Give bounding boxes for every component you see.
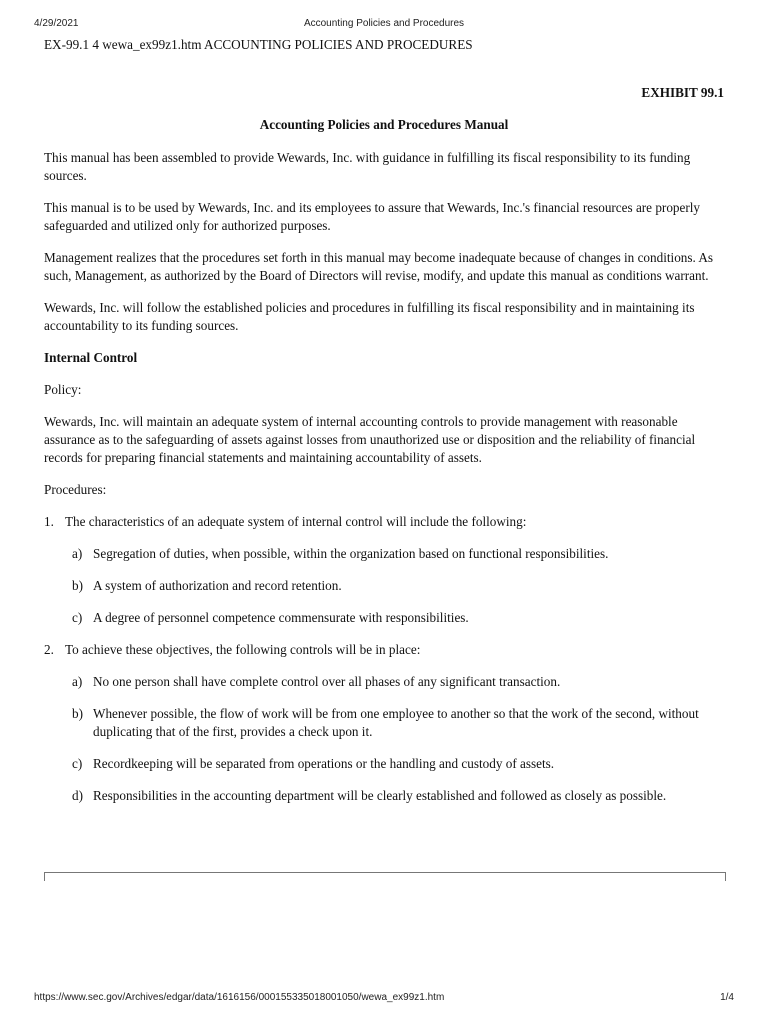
subitem-marker: b): [72, 706, 83, 721]
document-body: [44, 149, 726, 819]
print-header: [0, 16, 768, 32]
print-url: https://www.sec.gov/Archives/edgar/data/1616156/000155335018001050/wewa_ex99z1.htm: [34, 992, 445, 1003]
procedure-subitem: [44, 755, 726, 773]
procedure-subitem: [44, 705, 726, 741]
procedure-subitem: [44, 673, 726, 691]
subitem-text: Segregation of duties, when possible, within the organization based on functional responsibilities.: [93, 546, 609, 561]
intro-paragraph: Wewards, Inc. will follow the established policies and procedures in fulfilling its fiscal responsibility and in maintaining its accountability to its funding sources.: [44, 300, 695, 333]
subitem-marker: d): [72, 788, 83, 803]
procedure-item-text: To achieve these objectives, the following controls will be in place:: [65, 642, 421, 657]
print-title: Accounting Policies and Procedures: [303, 18, 465, 29]
subitem-marker: b): [72, 578, 83, 593]
page-number: 1/4: [720, 992, 734, 1003]
policy-label: Policy:: [44, 382, 82, 397]
section-heading-internal-control: Internal Control: [44, 350, 138, 365]
procedure-subitem: [44, 577, 726, 595]
intro-paragraph: This manual is to be used by Wewards, Inc. and its employees to assure that Wewards, Inc.'s financial resources are properly safeguarded and utilized only for authorized purposes.: [44, 200, 701, 233]
subitem-text: Responsibilities in the accounting department will be clearly established and followed as closely as possible.: [93, 788, 667, 803]
procedures-label: Procedures:: [44, 482, 107, 497]
subitem-marker: a): [72, 546, 83, 561]
policy-text: Wewards, Inc. will maintain an adequate system of internal accounting controls to provide management with reasonable assurance as to the safeguarding of assets against losses from unauthorized use or disposition and the reliability of financial records for preparing financial statements and maintaining accountability of assets.: [44, 414, 696, 465]
subitem-marker: c): [72, 756, 83, 771]
procedure-item-marker: 1.: [44, 514, 54, 529]
subitem-marker: c): [72, 610, 83, 625]
procedure-subitem: [44, 545, 726, 563]
intro-paragraph: Management realizes that the procedures set forth in this manual may become inadequate because of changes in conditions. As such, Management, as authorized by the Board of Directors will revise, modify, and update this manual as conditions warrant.: [44, 250, 714, 283]
subitem-text: Recordkeeping will be separated from operations or the handling and custody of assets.: [93, 756, 555, 771]
procedure-item: [44, 513, 726, 531]
page-break-rule: [44, 872, 726, 881]
exhibit-label: EXHIBIT 99.1: [641, 85, 724, 100]
subitem-text: A degree of personnel competence commensurate with responsibilities.: [93, 610, 469, 625]
subitem-text: No one person shall have complete control over all phases of any significant transaction.: [93, 674, 561, 689]
procedure-item-marker: 2.: [44, 642, 54, 657]
manual-title: Accounting Policies and Procedures Manual: [259, 117, 509, 132]
procedure-item-text: The characteristics of an adequate system of internal control will include the following:: [65, 514, 527, 529]
procedure-subitem: [44, 787, 726, 805]
subitem-text: A system of authorization and record retention.: [93, 578, 342, 593]
procedure-item: [44, 641, 726, 659]
document-filename-line: EX-99.1 4 wewa_ex99z1.htm ACCOUNTING POLICIES AND PROCEDURES: [44, 37, 473, 52]
intro-paragraph: This manual has been assembled to provide Wewards, Inc. with guidance in fulfilling its fiscal responsibility to its funding sources.: [44, 150, 691, 183]
procedure-subitem: [44, 609, 726, 627]
print-date: 4/29/2021: [34, 18, 79, 29]
subitem-marker: a): [72, 674, 83, 689]
subitem-text: Whenever possible, the flow of work will be from one employee to another so that the work of the second, without duplicating that of the first, provides a check upon it.: [93, 706, 699, 739]
